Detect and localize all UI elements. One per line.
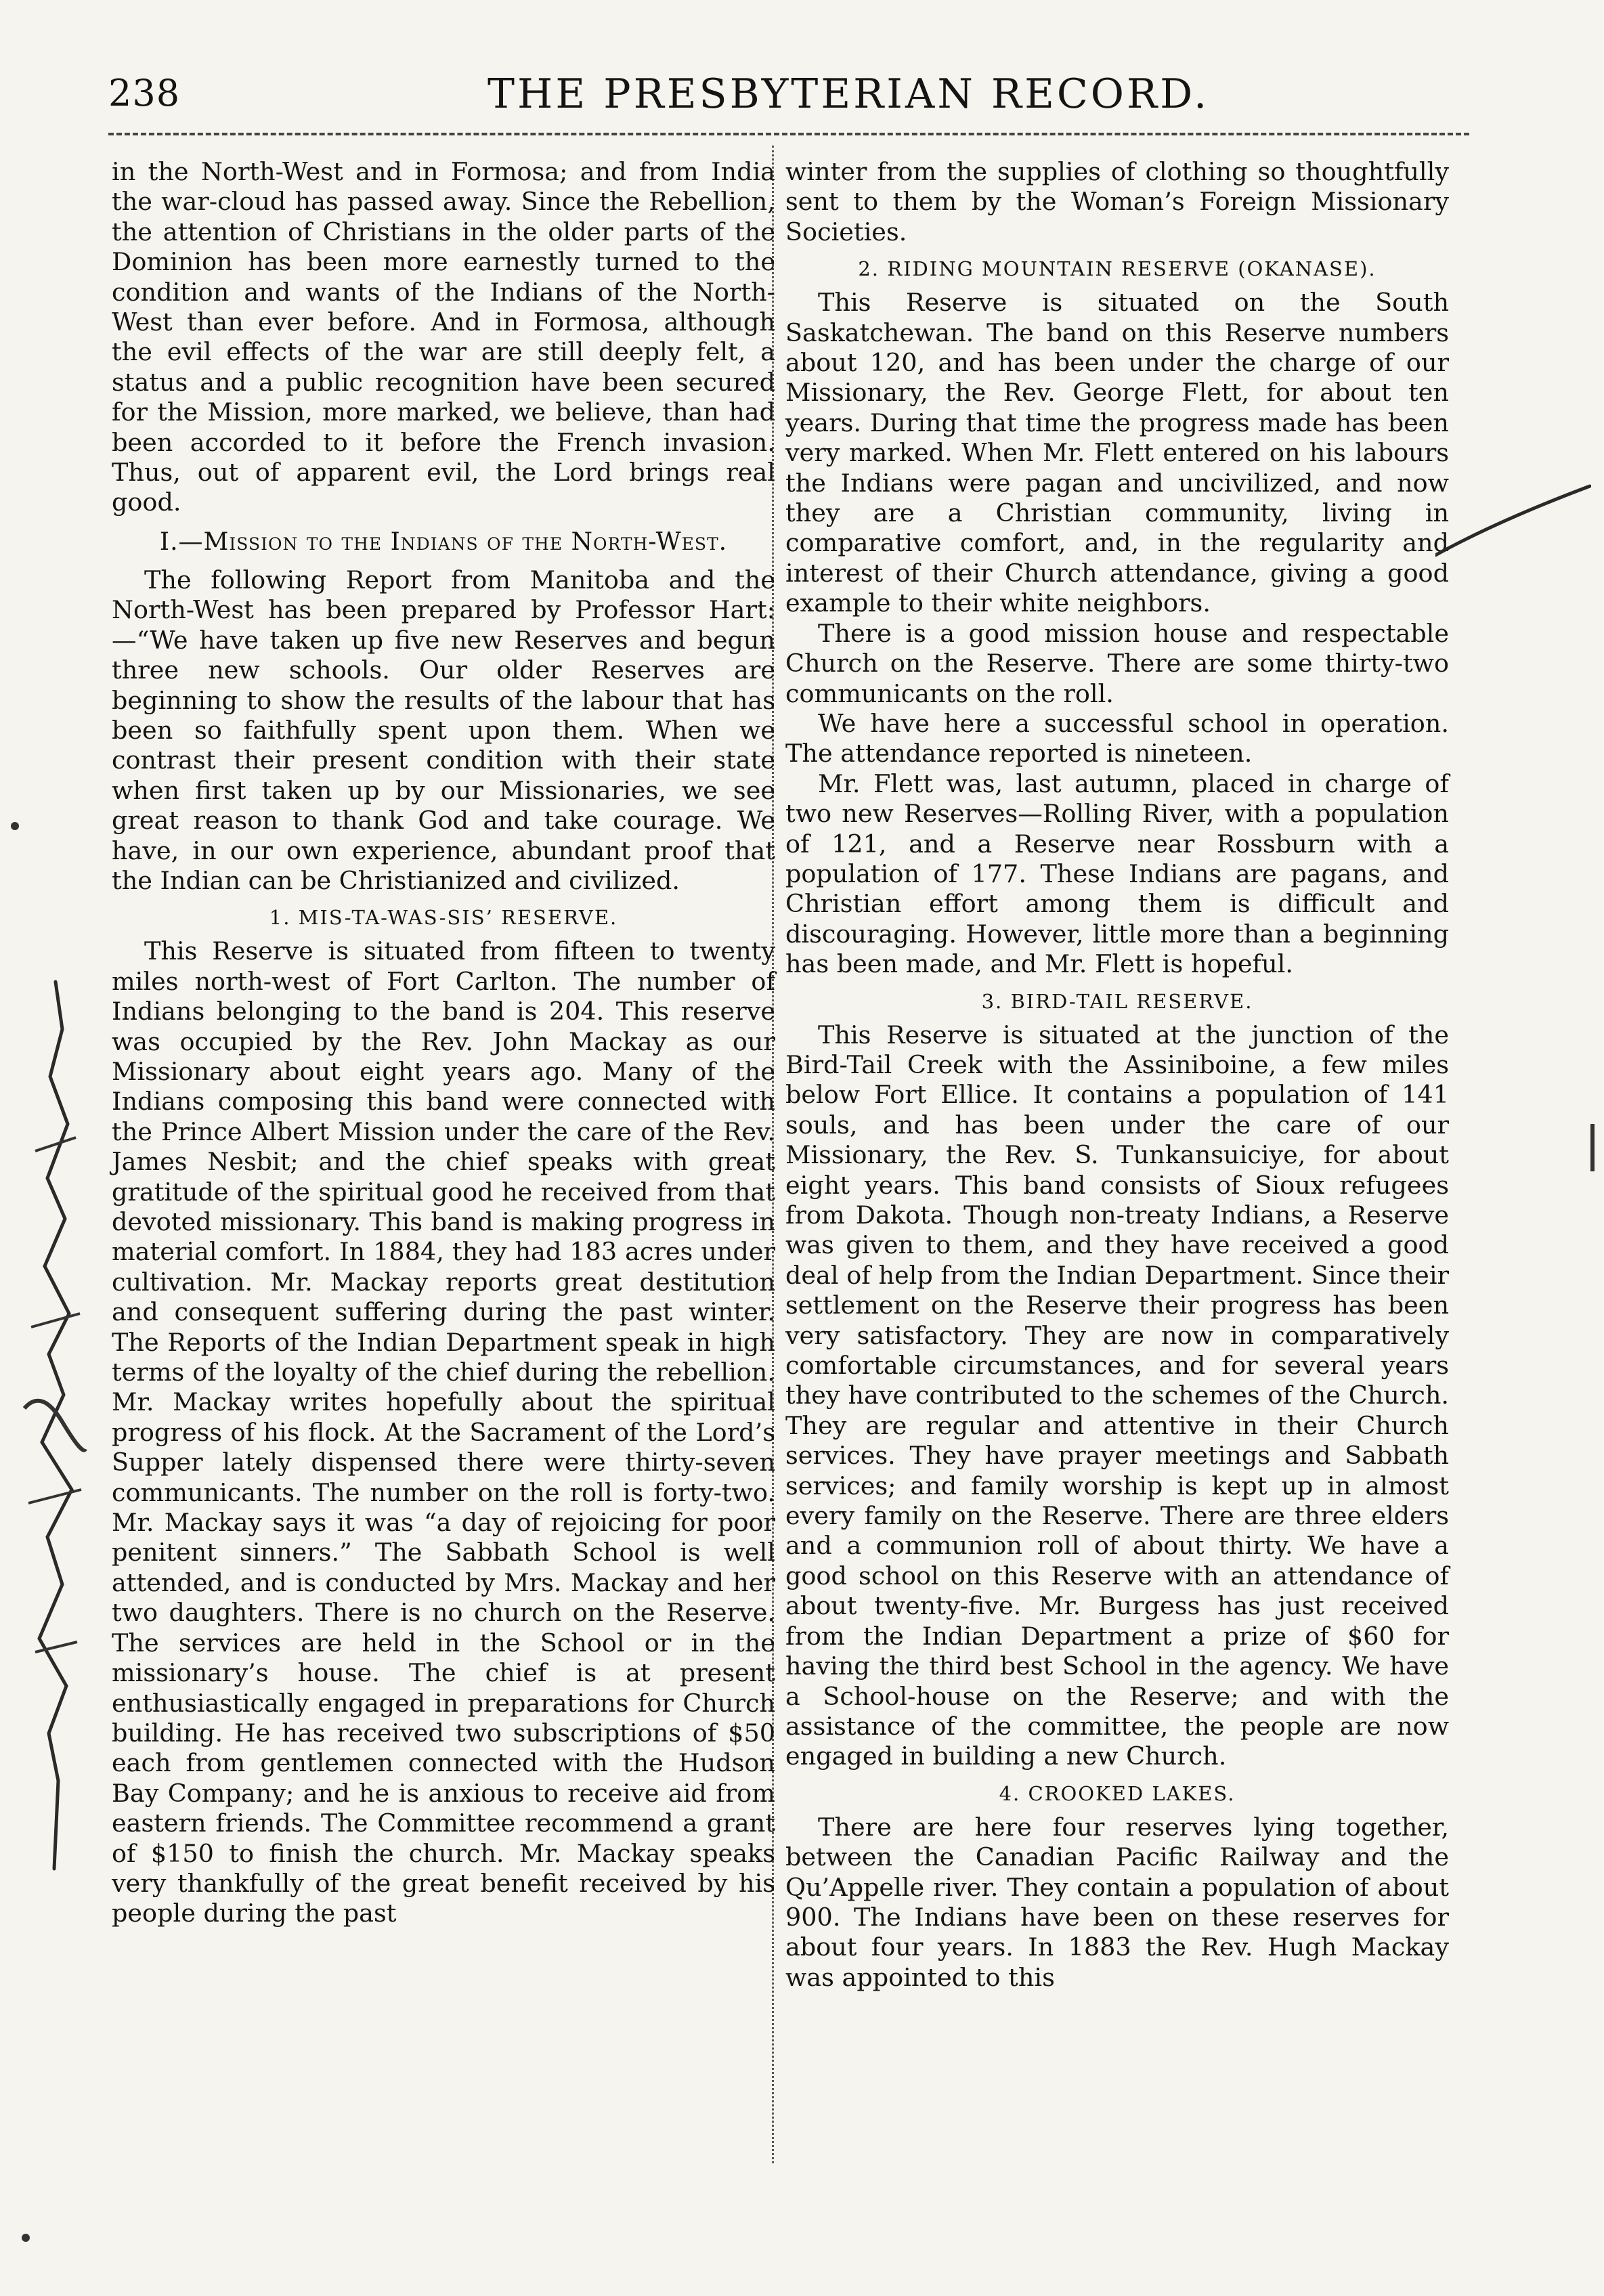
section-heading-mission: I.—Mission to the Indians of the North-West. xyxy=(159,527,728,556)
paragraph-school: We have here a successful school in operation. The attendance reported is nineteen. xyxy=(785,708,1449,768)
paragraph-crooked-lakes: There are here four reserves lying together, between the Canadian Pacific Railway and the Qu’Appelle river. They contain a population of about 900. The Indians have been on these reserves for about four years. In 1883 the Rev. Hugh Mackay was appointed to this xyxy=(785,1812,1449,1992)
paragraph-report-intro: The following Report from Manitoba and the North-West has been prepared by Professor Hart:—“We have taken up five new Reserves and begun three new schools. Our older Reserves are beginning to show the results of the labour that has been so faithfully spent upon them. When we contrast their present condition with their state when first taken up by our Missionaries, we see great reason to thank God and take courage. We have, in our own experience, abundant proof that the Indian can be Christianized and civilized. xyxy=(112,565,775,895)
margin-scribble-mark xyxy=(15,975,89,1882)
page-number: 238 xyxy=(108,72,181,114)
pen-annotation-line xyxy=(1435,474,1591,569)
ink-speck xyxy=(8,819,22,833)
subheading-crooked-lakes: 4. CROOKED LAKES. xyxy=(999,1781,1236,1805)
paragraph-mission-house: There is a good mission house and respectable Church on the Reserve. There are some thirty-two communicants on the roll. xyxy=(785,618,1449,708)
subheading-mis-ta-was-sis: 1. MIS-TA-WAS-SIS’ RESERVE. xyxy=(269,906,618,930)
subheading-bird-tail: 3. BIRD-TAIL RESERVE. xyxy=(981,989,1253,1013)
paragraph-new-reserves: Mr. Flett was, last autumn, placed in charge of two new Reserves—Rolling River, with a population of 121, and a Reserve near Rossburn with a population of 177. These Indians are pagans, and Christian effort among them is difficult and discouraging. However, little more than a beginning has been made, and Mr. Flett is hopeful. xyxy=(785,768,1449,979)
left-column xyxy=(112,157,775,1929)
paragraph-bird-tail: This Reserve is situated at the junction of the Bird-Tail Creek with the Assiniboine, a few miles below Fort Ellice. It contains a population of 141 souls, and has been under the care of our Missionary, the Rev. S. Tunkansuiciye, for about eight years. This band consists of Sioux refugees from Dakota. Though non-treaty Indians, a Reserve was given to them, and they have received a good deal of help from the Indian Department. Since their settlement on the Reserve their progress has been very satisfactory. They are now in comparatively comfortable circumstances, and for several years they have contributed to the schemes of the Church. They are regular and attentive in their Church services. They have prayer meetings and Sabbath services; and family worship is kept up in almost every family on the Reserve. There are three elders and a communion roll of about thirty. We have a good school on this Reserve with an attendance of about twenty-five. Mr. Burgess has just received from the Indian Department a prize of $60 for having the third best School in the agency. We have a School-house on the Reserve; and with the assistance of the committee, the people are now engaged in building a new Church. xyxy=(785,1020,1449,1771)
paragraph-clothing: winter from the supplies of clothing so thoughtfully sent to them by the Woman’s Foreign Missionary Societies. xyxy=(785,157,1449,246)
running-title: THE PRESBYTERIAN RECORD. xyxy=(487,70,1210,118)
paragraph-mis-ta-was-sis: This Reserve is situated from fifteen to twenty miles north-west of Fort Carlton. The number of Indians belonging to the band is 204. This reserve was occupied by the Rev. John Mackay as our Missionary about eight years ago. Many of the Indians composing this band were connected with the Prince Albert Mission under the care of the Rev. James Nesbit; and the chief speaks with great gratitude of the spiritual good he received from that devoted missionary. This band is making progress in material comfort. In 1884, they had 183 acres under cultivation. Mr. Mackay reports great destitution and consequent suffering during the past winter. The Reports of the Indian Department speak in high terms of the loyalty of the chief during the rebellion. Mr. Mackay writes hopefully about the spiritual progress of his flock. At the Sacrament of the Lord’s Supper lately dispensed there were thirty-seven communicants. The number on the roll is forty-two. Mr. Mackay says it was “a day of rejoicing for poor penitent sinners.” The Sabbath School is well attended, and is conducted by Mrs. Mackay and her two daughters. There is no church on the Reserve. The services are held in the School or in the missionary’s house. The chief is at present enthusiastically engaged in preparations for Church building. He has received two subscriptions of $50 each from gentlemen connected with the Hudson Bay Company; and he is anxious to receive aid from eastern friends. The Committee recommend a grant of $150 to finish the church. Mr. Mackay speaks very thankfully of the great benefit received by his people during the past xyxy=(112,936,775,1928)
header-rule xyxy=(108,133,1469,135)
right-column xyxy=(785,157,1449,1993)
paragraph-formosa: in the North-West and in Formosa; and from India the war-cloud has passed away. Since the Rebellion, the attention of Christians in the older parts of the Dominion has been more earnestly turned to the condition and wants of the Indians of the North-West than ever before. And in Formosa, although the evil effects of the war are still deeply felt, a status and a public recognition have been secured for the Mission, more marked, we believe, than had been accorded to it before the French invasion. Thus, out of apparent evil, the Lord brings real good. xyxy=(112,157,775,517)
page-header xyxy=(108,62,1469,127)
ink-speck xyxy=(1588,1124,1597,1171)
ink-speck xyxy=(19,2231,32,2245)
paragraph-riding-mountain: This Reserve is situated on the South Saskatchewan. The band on this Reserve numbers about 120, and has been under the charge of our Missionary, the Rev. George Flett, for about ten years. During that time the progress made has been very marked. When Mr. Flett entered on his labours the Indians were pagan and uncivilized, and now they are a Christian community, living in comparative comfort, and, in the regularity and interest of their Church attendance, giving a good example to their white neighbors. xyxy=(785,288,1449,618)
subheading-riding-mountain: 2. RIDING MOUNTAIN RESERVE (OKANASE). xyxy=(858,257,1377,281)
